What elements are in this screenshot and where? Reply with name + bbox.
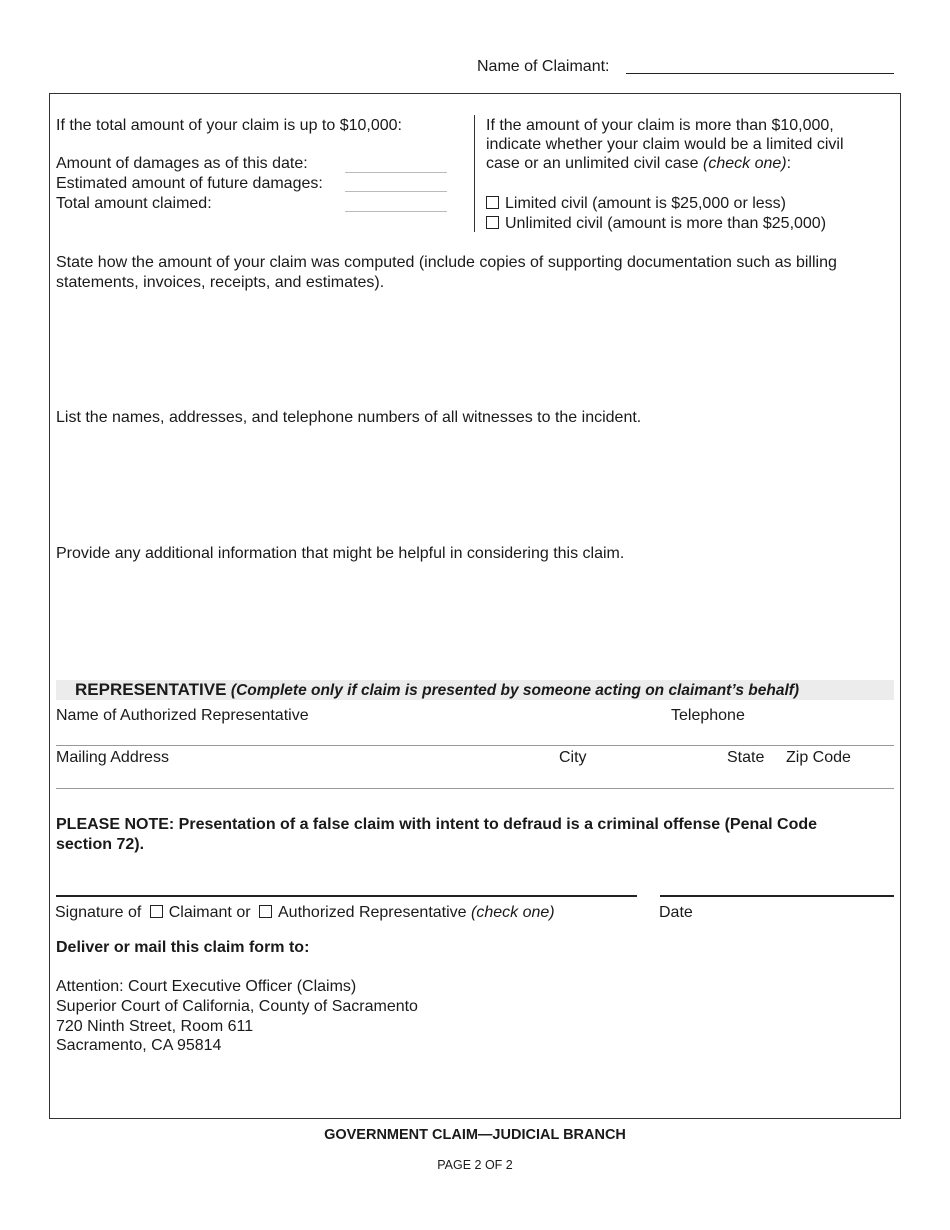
unlimited-civil-label: Unlimited civil (amount is more than $25,000) (505, 215, 827, 232)
rep-state-label: State (727, 749, 765, 766)
delivery-title: Deliver or mail this claim form to: (56, 939, 310, 956)
limited-civil-option[interactable] (486, 194, 786, 213)
claimant-or-label: Claimant or (168, 904, 251, 921)
total-claimed-field[interactable] (345, 211, 447, 212)
over-10000-line1: If the amount of your claim is more than $10,000, (486, 117, 834, 134)
claimant-checkbox[interactable] (150, 905, 163, 918)
check-one-note: (check one) (703, 155, 787, 172)
witnesses-instructions: List the names, addresses, and telephone numbers of all witnesses to the incident. (56, 409, 642, 426)
column-divider (474, 115, 475, 232)
page-number: PAGE 2 OF 2 (437, 1158, 513, 1172)
signature-line[interactable] (56, 895, 637, 897)
delivery-line3: 720 Ninth Street, Room 611 (56, 1018, 254, 1035)
over-10000-line3: case or an unlimited civil case (check one): (486, 155, 792, 172)
claimant-name-field[interactable] (626, 56, 894, 74)
unlimited-civil-option[interactable] (486, 214, 826, 233)
delivery-line4: Sacramento, CA 95814 (56, 1037, 222, 1054)
over-10000-line3-text: case or an unlimited civil case (486, 155, 699, 172)
signature-caption (55, 903, 555, 922)
additional-info-instructions: Provide any additional information that might be helpful in considering this claim. (56, 545, 625, 562)
rep-city-label: City (559, 749, 587, 766)
representative-title: REPRESENTATIVE (75, 680, 227, 699)
rep-name-telephone-line[interactable] (56, 745, 894, 746)
limited-civil-checkbox[interactable] (486, 196, 499, 209)
delivery-line1: Attention: Court Executive Officer (Claims) (56, 978, 357, 995)
computation-instructions-line2: statements, invoices, receipts, and estimates). (56, 274, 385, 291)
up-to-10000-title: If the total amount of your claim is up to $10,000: (56, 117, 402, 134)
witnesses-answer-area[interactable] (56, 432, 892, 537)
unlimited-civil-checkbox[interactable] (486, 216, 499, 229)
authorized-rep-label: Authorized Representative (278, 904, 467, 921)
date-label: Date (659, 904, 693, 921)
footer-title: GOVERNMENT CLAIM—JUDICIAL BRANCH (324, 1127, 626, 1143)
delivery-line2: Superior Court of California, County of Sacramento (56, 998, 418, 1015)
claimant-name-label: Name of Claimant: (477, 58, 610, 75)
rep-name-label: Name of Authorized Representative (56, 707, 309, 724)
false-claim-note-line2: section 72). (56, 836, 145, 853)
representative-subtitle: (Complete only if claim is presented by someone acting on claimant’s behalf) (230, 682, 800, 699)
future-damages-label: Estimated amount of future damages: (56, 175, 323, 192)
limited-civil-label: Limited civil (amount is $25,000 or less) (505, 195, 787, 212)
authorized-rep-checkbox[interactable] (259, 905, 272, 918)
false-claim-note-line1: PLEASE NOTE: Presentation of a false claim with intent to defraud is a criminal offense (Penal Code (56, 816, 818, 833)
computation-instructions-line1: State how the amount of your claim was computed (include copies of supporting documentation such as billing (56, 254, 837, 271)
over-10000-line2: indicate whether your claim would be a limited civil (486, 136, 844, 153)
signature-check-one: (check one) (471, 904, 555, 921)
rep-telephone-label: Telephone (671, 707, 745, 724)
representative-heading (75, 680, 799, 701)
rep-address-line[interactable] (56, 788, 894, 789)
additional-info-answer-area[interactable] (56, 568, 892, 673)
signature-of-label: Signature of (55, 904, 142, 921)
rep-address-label: Mailing Address (56, 749, 169, 766)
damages-to-date-label: Amount of damages as of this date: (56, 155, 308, 172)
computation-answer-area[interactable] (56, 298, 892, 398)
total-claimed-label: Total amount claimed: (56, 195, 212, 212)
damages-to-date-field[interactable] (345, 172, 447, 173)
date-line[interactable] (660, 895, 894, 897)
rep-zip-label: Zip Code (786, 749, 851, 766)
future-damages-field[interactable] (345, 191, 447, 192)
